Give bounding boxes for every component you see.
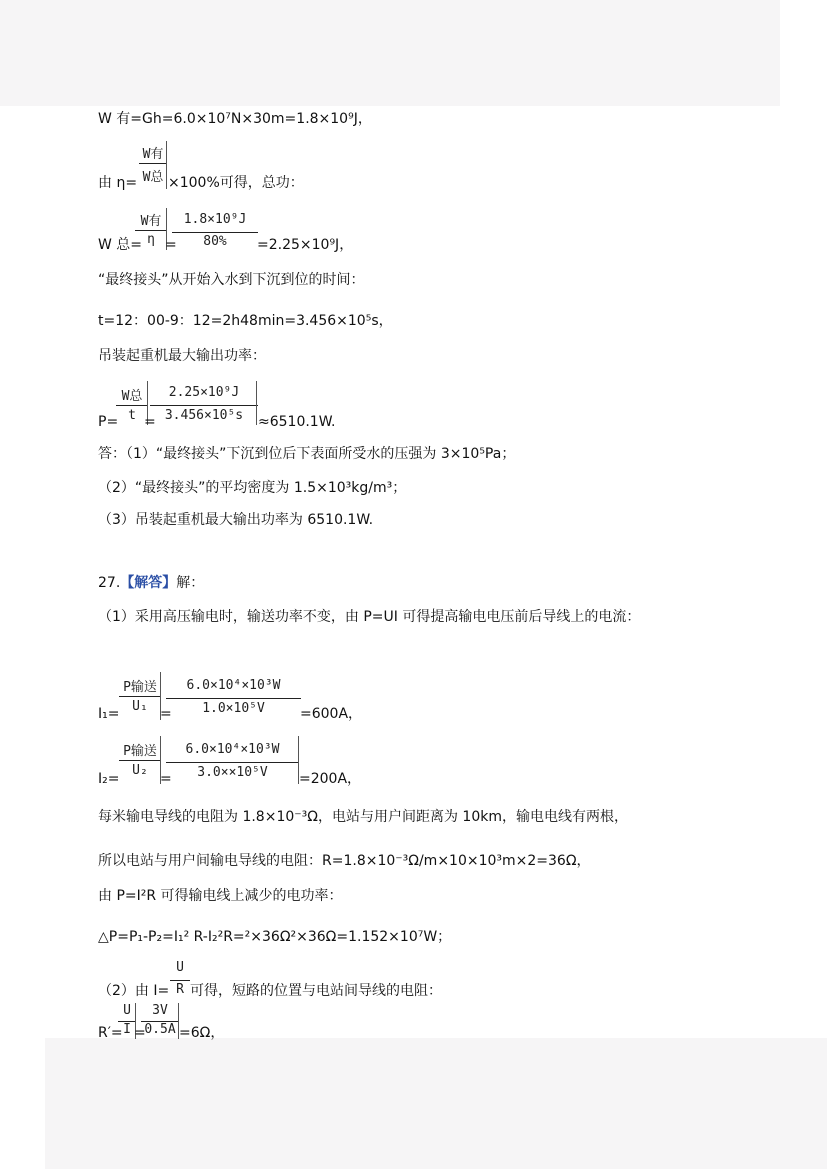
fraction-numerator: 2.25×10⁹J xyxy=(168,385,240,400)
resistance-result-value: =6Ω， xyxy=(179,1025,225,1041)
fraction-denominator: 80% xyxy=(203,234,227,249)
problem-27-heading xyxy=(98,574,204,592)
power-loss-heading: 由 P=I²R 可得输电线上减少的电功率： xyxy=(98,888,343,904)
fraction-volt-over-amp xyxy=(141,1003,179,1041)
equals-sign: = xyxy=(160,771,172,787)
equation-useful-work: W 有=Gh=6.0×10⁷N×30m=1.8×10⁹J， xyxy=(98,111,372,127)
fraction-numerator: U xyxy=(176,960,184,975)
fraction-denominator: U₂ xyxy=(132,763,148,778)
fraction-bar xyxy=(170,980,190,981)
fraction-denominator: 3.0××10⁵V xyxy=(197,765,268,780)
answer-1: 答：（1）“最终接头”下沉到位后下表面所受水的压强为 3×10⁵Pa； xyxy=(98,446,516,462)
fraction-denominator: 1.0×10⁵V xyxy=(202,701,265,716)
fraction-denominator: 0.5A xyxy=(144,1022,176,1037)
resistance-result-label: R′= xyxy=(98,1025,123,1041)
fraction-denominator: I xyxy=(123,1022,131,1037)
current-2-result: =200A， xyxy=(299,771,362,787)
fraction-denominator: U₁ xyxy=(132,699,148,714)
bottom-margin-band xyxy=(45,1038,827,1169)
solution-tag: 【解答】 xyxy=(120,575,177,591)
fraction-denominator: 3.456×10⁵s xyxy=(164,408,244,423)
total-work-result: =2.25×10⁹J， xyxy=(257,237,354,253)
fraction-denominator: η xyxy=(147,232,155,247)
fraction-bar xyxy=(172,232,258,233)
fraction-bar xyxy=(150,405,258,406)
fraction-numerator: P输送 xyxy=(123,744,157,759)
answer-3: （3）吊装起重机最大输出功率为 6510.1W. xyxy=(98,512,374,528)
fraction-border xyxy=(256,381,257,425)
equals-sign: = xyxy=(134,1025,146,1041)
current-1-result: =600A， xyxy=(300,706,363,722)
fraction-bar xyxy=(135,230,167,231)
time-equation: t=12：00-9：12=2h48min=3.456×10⁵s， xyxy=(98,313,393,329)
fraction-bar xyxy=(166,762,299,763)
fraction-bar xyxy=(139,163,167,164)
fraction-power-over-voltage-1 xyxy=(166,674,301,722)
part-2-text: 可得，短路的位置与电站间导线的电阻： xyxy=(190,983,442,999)
top-right-margin xyxy=(780,0,827,106)
power-heading: 吊装起重机最大输出功率： xyxy=(98,348,266,364)
fraction-denominator: W总 xyxy=(142,170,164,185)
fraction-numerator: 1.8×10⁹J xyxy=(183,212,247,227)
fraction-numerator: 6.0×10⁴×10³W xyxy=(186,678,281,693)
power-loss-equation: △P=P₁-P₂=I₁² R-I₂²R=²×36Ω²×36Ω=1.152×10⁷W； xyxy=(98,929,452,945)
fraction-numerator: 6.0×10⁴×10³W xyxy=(185,742,280,757)
answer-2: （2）“最终接头”的平均密度为 1.5×10³kg/m³； xyxy=(98,480,407,496)
efficiency-label: 由 η= xyxy=(98,175,138,191)
fraction-border xyxy=(166,141,167,189)
top-margin-band xyxy=(0,0,780,106)
efficiency-text: ×100%可得，总功： xyxy=(168,175,304,191)
fraction-bar xyxy=(116,405,148,406)
current-1-label: I₁= xyxy=(98,706,120,722)
fraction-useful-over-eta xyxy=(135,208,167,252)
part-1-intro: （1）采用高压输电时，输送功率不变，由 P=UI 可得提高输电电压前后导线上的电流： xyxy=(98,609,641,625)
fraction-bar xyxy=(119,696,161,697)
fraction-power-over-u1 xyxy=(119,672,161,720)
fraction-bar xyxy=(119,760,161,761)
equals-sign: = xyxy=(165,237,177,253)
power-result: ≈6510.1W. xyxy=(258,414,336,430)
equals-sign: = xyxy=(144,414,156,430)
resistance-per-meter-text: 每米输电导线的电阻为 1.8×10⁻³Ω，电站与用户间距离为 10km，输电电线有两根， xyxy=(98,809,628,825)
fraction-power-over-u2 xyxy=(119,736,161,784)
solution-word: 解： xyxy=(176,575,205,591)
current-2-label: I₂= xyxy=(98,771,120,787)
fraction-numerator: 3V xyxy=(152,1003,168,1018)
line-resistance-text: 所以电站与用户间输电导线的电阻：R=1.8×10⁻³Ω/m×10×10³m×2=36Ω， xyxy=(98,853,591,869)
fraction-numerator: W有 xyxy=(140,214,162,229)
equals-sign: = xyxy=(160,706,172,722)
problem-number: 27. xyxy=(98,575,121,591)
fraction-power-over-voltage-2 xyxy=(166,738,299,786)
fraction-numerator: W有 xyxy=(142,147,164,162)
total-work-label: W 总= xyxy=(98,237,143,253)
part-2-label: （2）由 I= xyxy=(98,983,170,999)
fraction-denominator: t xyxy=(128,408,136,423)
power-label: P= xyxy=(98,414,119,430)
fraction-work-over-seconds xyxy=(150,381,258,427)
time-heading: “最终接头”从开始入水到下沉到位的时间： xyxy=(98,272,365,288)
fraction-useful-over-total xyxy=(139,141,167,189)
fraction-work-over-efficiency xyxy=(172,208,258,252)
fraction-bar xyxy=(166,698,301,699)
fraction-denominator: R xyxy=(176,982,184,997)
fraction-numerator: P输送 xyxy=(123,680,157,695)
fraction-numerator: W总 xyxy=(121,389,143,404)
fraction-u-over-r xyxy=(170,960,190,1000)
fraction-numerator: U xyxy=(123,1003,131,1018)
